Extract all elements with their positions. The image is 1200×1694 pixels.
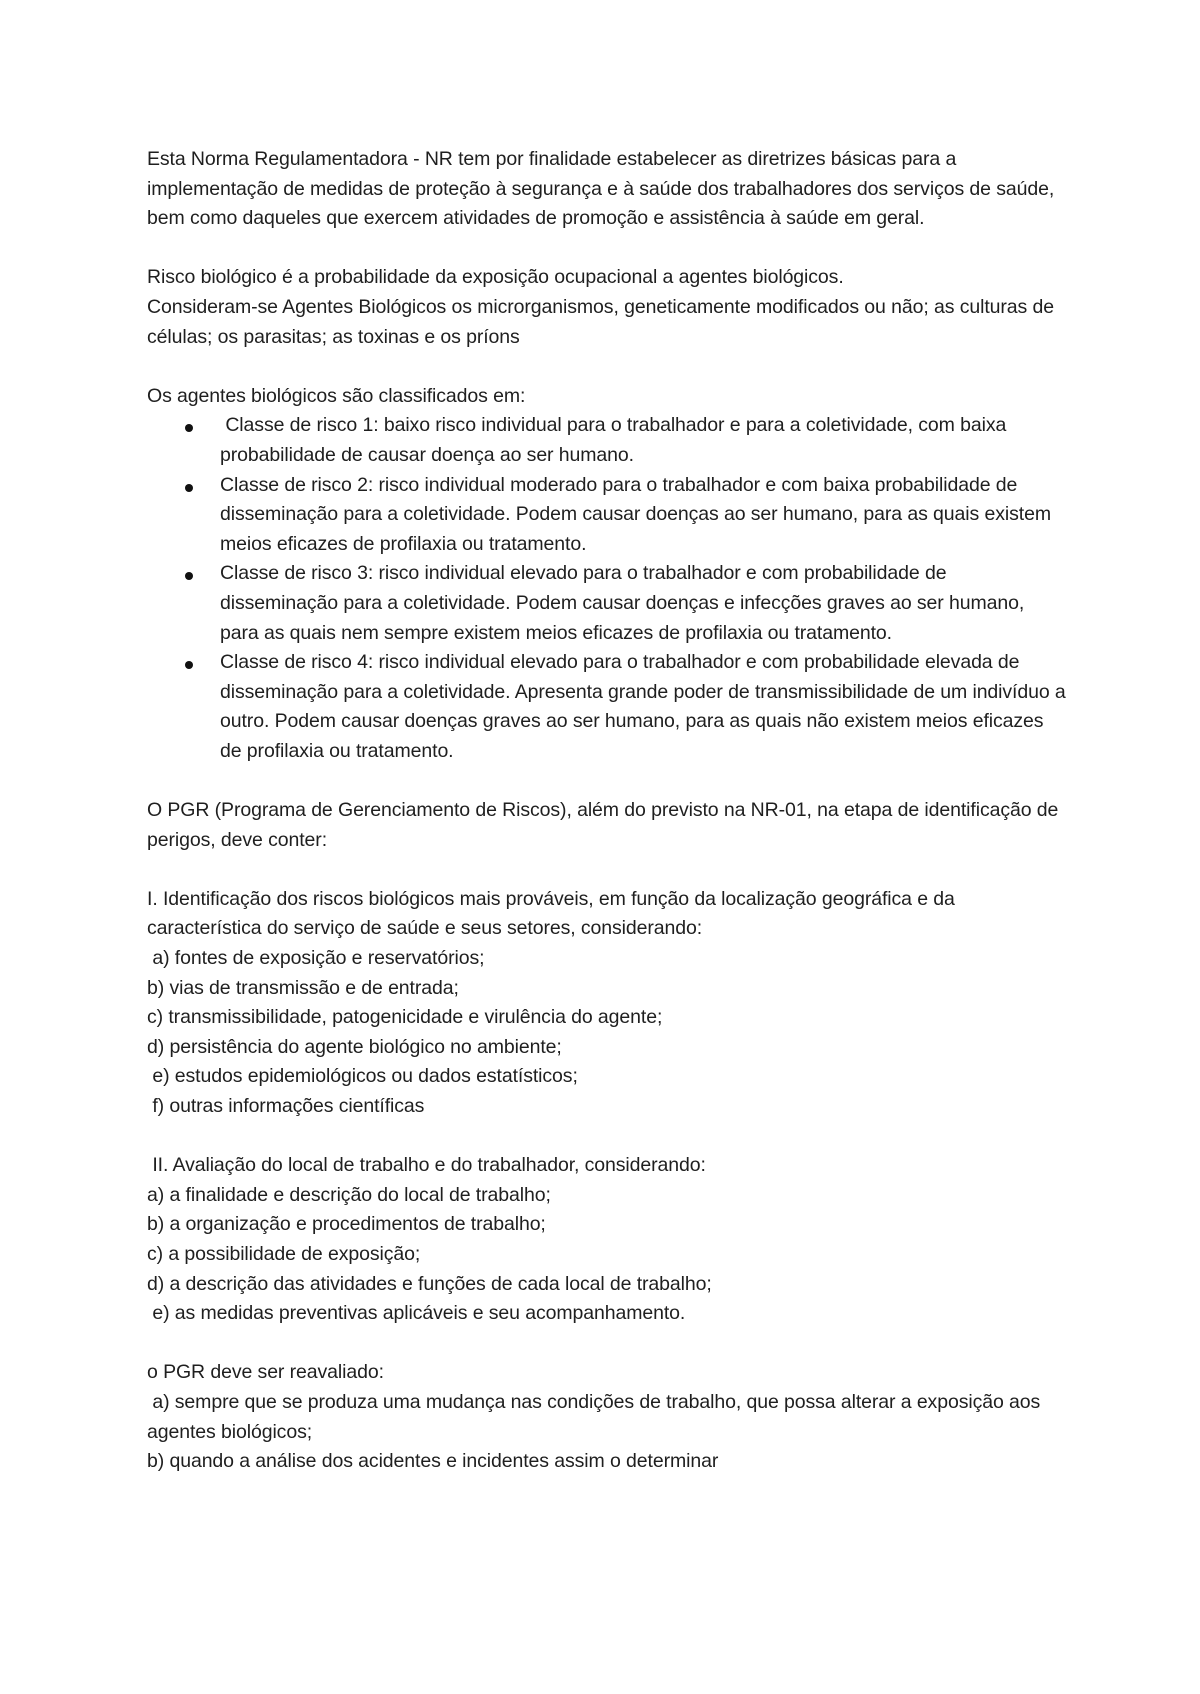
- paragraph-spacer: [147, 855, 1067, 885]
- list-item: d) a descrição das atividades e funções de cada local de trabalho;: [147, 1272, 712, 1295]
- section-i-heading: I. Identificação dos riscos biológicos mais prováveis, em função da localização geográfica e da característica do serviço de saúde e seus setores, considerando:: [147, 887, 955, 940]
- document-body: [147, 145, 1067, 1477]
- list-item: e) as medidas preventivas aplicáveis e seu acompanhamento.: [147, 1302, 686, 1325]
- list-item: c) a possibilidade de exposição;: [147, 1242, 421, 1265]
- paragraph-spacer: [147, 1122, 1067, 1152]
- bullet-icon: [185, 661, 193, 669]
- list-item: [147, 471, 1067, 560]
- list-item: c) transmissibilidade, patogenicidade e virulência do agente;: [147, 1006, 663, 1029]
- list-item: f) outras informações científicas: [147, 1095, 425, 1117]
- risk-definition-paragraph: Risco biológico é a probabilidade da exposição ocupacional a agentes biológicos.: [147, 266, 844, 289]
- list-item: b) quando a análise dos acidentes e incidentes assim o determinar: [147, 1450, 719, 1473]
- list-item: b) vias de transmissão e de entrada;: [147, 976, 459, 999]
- risk-class-1-text: Classe de risco 1: baixo risco individual para o trabalhador e para a coletividade, com baixa probabilidade de causar doença ao ser humano.: [220, 414, 1012, 466]
- paragraph-spacer: [147, 234, 1067, 264]
- list-item: a) a finalidade e descrição do local de trabalho;: [147, 1183, 551, 1206]
- paragraph-spacer: [147, 1329, 1067, 1359]
- paragraph-spacer: [147, 766, 1067, 796]
- list-item: b) a organização e procedimentos de trabalho;: [147, 1213, 546, 1236]
- bullet-icon: [185, 424, 193, 432]
- section-ii-heading: II. Avaliação do local de trabalho e do trabalhador, considerando:: [147, 1154, 706, 1177]
- list-item: a) fontes de exposição e reservatórios;: [147, 947, 485, 970]
- bullet-icon: [185, 484, 193, 492]
- intro-paragraph: Esta Norma Regulamentadora - NR tem por finalidade estabelecer as diretrizes básicas para a implementação de medidas de proteção à segurança e à saúde dos trabalhadores dos serviços de saúde, bem como daqueles que exercem atividades de promoção e assistência à saúde em geral.: [147, 148, 1060, 230]
- list-item: d) persistência do agente biológico no ambiente;: [147, 1035, 562, 1058]
- risk-classes-list: [147, 411, 1067, 766]
- risk-class-2-text: Classe de risco 2: risco individual moderado para o trabalhador e com baixa probabilidade de disseminação para a coletividade. Podem causar doenças ao ser humano, para as quais existem meios eficazes de profilaxia ou tratamento.: [220, 473, 1051, 555]
- paragraph-spacer: [147, 352, 1067, 382]
- pgr-intro-paragraph: O PGR (Programa de Gerenciamento de Riscos), além do previsto na NR-01, na etapa de identificação de perigos, deve conter:: [147, 799, 1059, 851]
- list-item: [147, 559, 1067, 648]
- list-item: [147, 648, 1067, 766]
- risk-class-3-text: Classe de risco 3: risco individual elevado para o trabalhador e com probabilidade de disseminação para a coletividade. Podem causar doenças e infecções graves ao ser humano, para as quais nem sempre existem meios eficazes de profilaxia ou tratamento.: [220, 562, 1025, 644]
- list-item: e) estudos epidemiológicos ou dados estatísticos;: [147, 1065, 578, 1088]
- bullet-icon: [185, 572, 193, 580]
- list-item: [147, 411, 1067, 470]
- agents-definition-paragraph: Consideram-se Agentes Biológicos os microrganismos, geneticamente modificados ou não; as culturas de células; os parasitas; as toxinas e os príons: [147, 295, 1054, 348]
- classes-heading: Os agentes biológicos são classificados em:: [147, 384, 526, 407]
- risk-class-4-text: Classe de risco 4: risco individual elevado para o trabalhador e com probabilidade elevada de disseminação para a coletividade. Apresenta grande poder de transmissibilidade de um indivíduo a outro. Podem causar doenças graves ao ser humano, para as quais não existem meios eficazes de profilaxia ou tratamento.: [220, 651, 1066, 762]
- list-item: a) sempre que se produza uma mudança nas condições de trabalho, que possa alterar a exposição aos agentes biológicos;: [147, 1390, 1046, 1443]
- reevaluation-heading: o PGR deve ser reavaliado:: [147, 1361, 384, 1384]
